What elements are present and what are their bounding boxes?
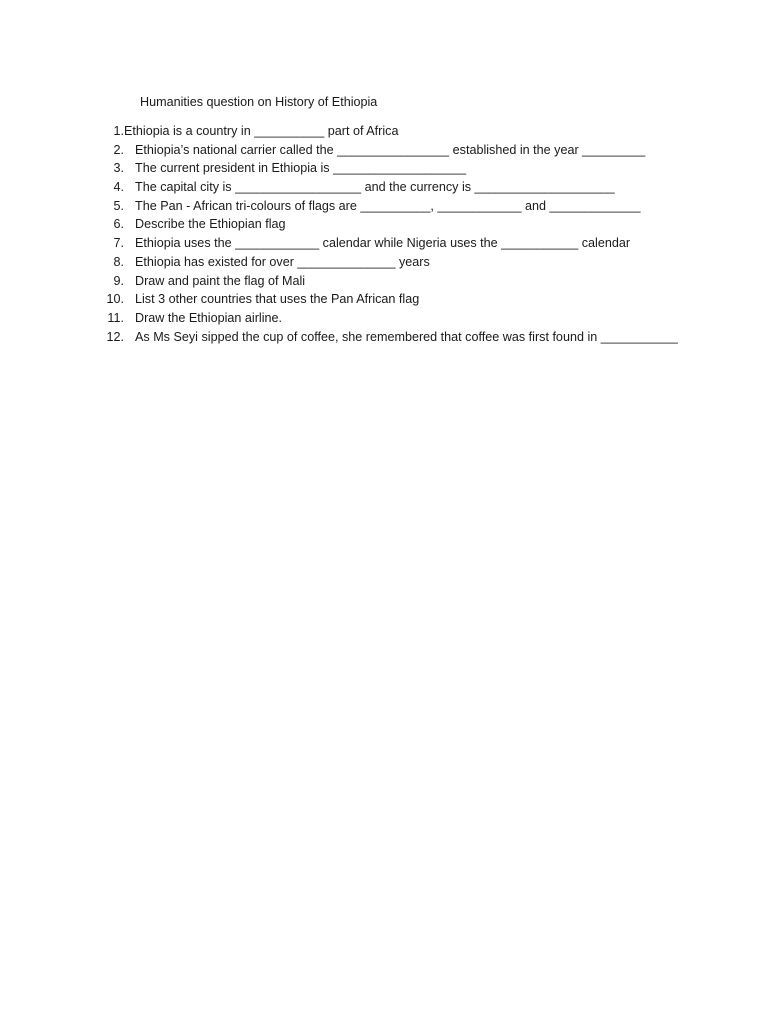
question-text: Ethiopia has existed for over ______________ years bbox=[135, 254, 430, 269]
question-item bbox=[104, 197, 678, 216]
question-number: 5. bbox=[113, 198, 124, 213]
document-title: Humanities question on History of Ethiopia bbox=[140, 95, 378, 109]
question-number: 3. bbox=[113, 161, 124, 176]
question-item bbox=[104, 328, 678, 347]
question-text: As Ms Seyi sipped the cup of coffee, she remembered that coffee was first found in ___________ bbox=[135, 329, 678, 344]
question-text: Describe the Ethiopian flag bbox=[135, 217, 286, 232]
question-list bbox=[104, 122, 678, 346]
question-number: 1. bbox=[113, 124, 124, 138]
question-item bbox=[104, 253, 678, 272]
question-number: 6. bbox=[113, 217, 124, 232]
question-item bbox=[104, 178, 678, 197]
question-text: Ethiopia’s national carrier called the ________________ established in the year _________ bbox=[135, 142, 646, 157]
question-text: The capital city is __________________ and the currency is ____________________ bbox=[135, 180, 615, 195]
question-text: Ethiopia is a country in __________ part of Africa bbox=[124, 124, 399, 138]
question-text: Draw the Ethiopian airline. bbox=[135, 310, 283, 325]
question-number: 10. bbox=[106, 292, 124, 307]
question-text: The current president in Ethiopia is ___________________ bbox=[135, 161, 467, 176]
question-item bbox=[104, 272, 678, 291]
question-text: Draw and paint the flag of Mali bbox=[135, 273, 306, 288]
question-item bbox=[104, 159, 678, 178]
question-number: 11. bbox=[107, 310, 124, 325]
question-item bbox=[104, 215, 678, 234]
question-item bbox=[104, 122, 678, 141]
question-number: 7. bbox=[113, 236, 124, 251]
question-number: 4. bbox=[113, 180, 124, 195]
question-item bbox=[104, 309, 678, 328]
question-item bbox=[104, 290, 678, 309]
question-number: 8. bbox=[113, 254, 124, 269]
question-text: Ethiopia uses the ____________ calendar while Nigeria uses the ___________ calendar bbox=[135, 236, 631, 251]
question-number: 9. bbox=[113, 273, 124, 288]
question-text: The Pan - African tri-colours of flags are __________, ____________ and _____________ bbox=[135, 198, 641, 213]
question-number: 12. bbox=[106, 329, 124, 344]
question-number: 2. bbox=[113, 142, 124, 157]
question-item bbox=[104, 234, 678, 253]
question-item bbox=[104, 141, 678, 160]
question-text: List 3 other countries that uses the Pan African flag bbox=[135, 292, 420, 307]
